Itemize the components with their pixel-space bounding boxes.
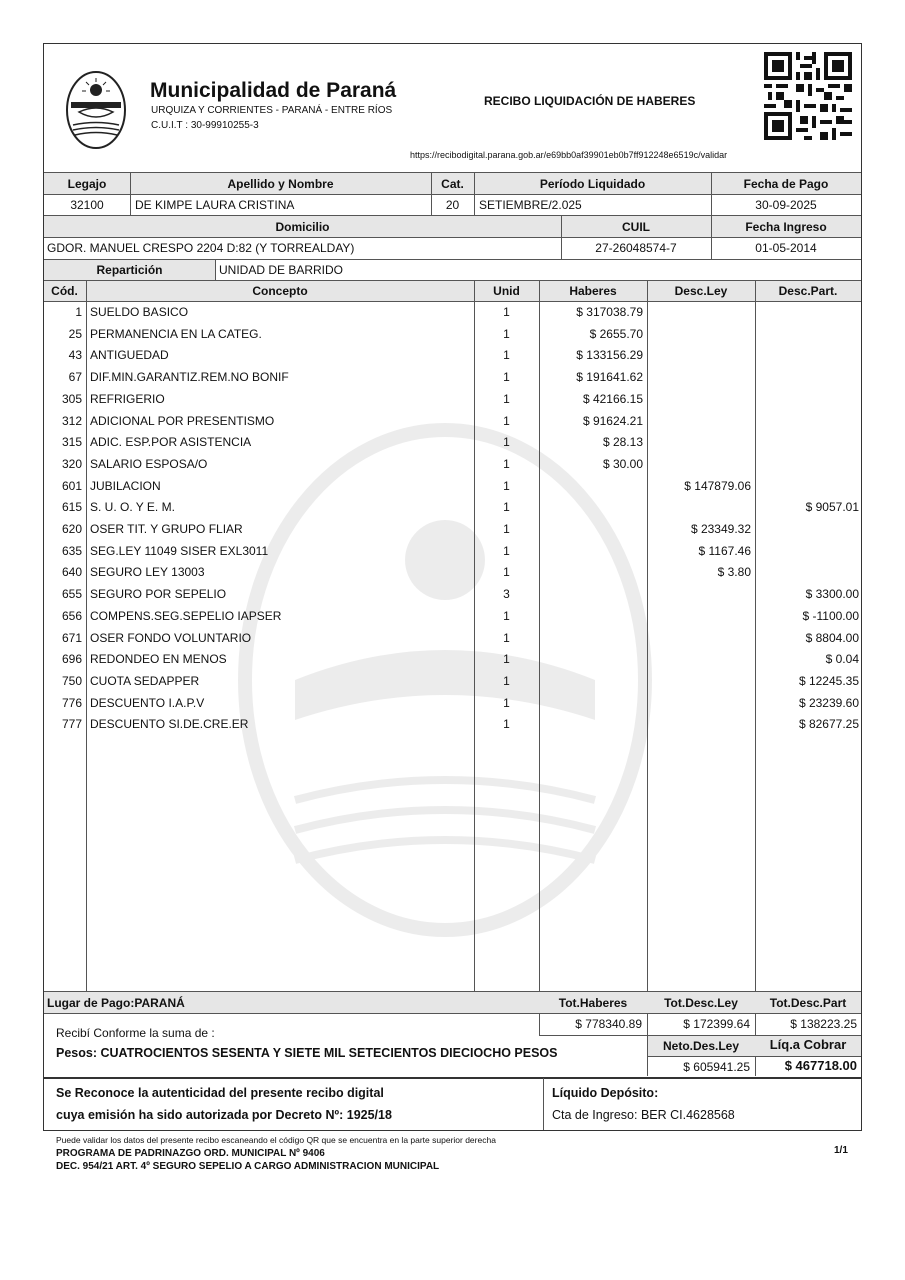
table-row [44, 519, 861, 541]
nombre-value: DE KIMPE LAURA CRISTINA [135, 198, 295, 212]
legajo-label: Legajo [67, 177, 107, 191]
cell-concepto: S. U. O. Y E. M. [90, 500, 175, 515]
table-row [44, 476, 861, 498]
cell-cod: 67 [68, 370, 82, 385]
footer-note: Puede validar los datos del presente recibo escaneando el código QR que se encuentra en la parte superior derecha [56, 1135, 496, 1145]
cuil-label: CUIL [622, 220, 650, 234]
cell-unid: 1 [503, 435, 510, 450]
cat-value: 20 [445, 198, 460, 212]
cell-unid: 1 [503, 370, 510, 385]
col-cod: Cód. [51, 284, 78, 298]
cell-desc-part: $ 23239.60 [798, 695, 859, 710]
cell-cod: 601 [61, 478, 82, 493]
cell-desc-ley: $ 3.80 [717, 565, 751, 580]
table-row [44, 454, 861, 476]
table-row [44, 628, 861, 650]
cell-unid: 1 [503, 305, 510, 319]
domicilio-value: GDOR. MANUEL CRESPO 2204 D:82 (Y TORREALDAY) [47, 241, 355, 255]
cell-concepto: OSER TIT. Y GRUPO FLIAR [90, 522, 243, 536]
table-row [44, 541, 861, 563]
tot-desc-ley-value: $ 172399.64 [683, 1017, 750, 1031]
org-cuit: C.U.I.T : 30-99910255-3 [151, 120, 259, 131]
table-row [44, 497, 861, 519]
table-row [44, 432, 861, 454]
fecha-pago-label: Fecha de Pago [743, 177, 829, 191]
org-name: Municipalidad de Paraná [150, 79, 397, 102]
cell-concepto: SEGURO LEY 13003 [90, 565, 205, 580]
auth-line-2: cuya emisión ha sido autorizada por Decreto Nº: 1925/18 [56, 1108, 392, 1122]
reparticion-label: Repartición [96, 263, 163, 277]
col-unid: Unid [493, 284, 520, 298]
periodo-value: SETIEMBRE/2.025 [479, 198, 582, 212]
cell-unid: 1 [503, 478, 510, 493]
cell-unid: 1 [503, 673, 510, 688]
fecha-ingreso-label: Fecha Ingreso [745, 220, 827, 234]
cell-unid: 3 [503, 587, 510, 602]
recibi-conforme: Recibí Conforme la suma de : [56, 1026, 215, 1040]
cell-unid: 1 [503, 456, 510, 471]
cell-haberes: $ 317038.79 [576, 305, 643, 319]
cell-cod: 1 [75, 305, 82, 319]
qr-code[interactable] [764, 52, 852, 140]
cell-cod: 671 [61, 630, 82, 645]
tot-desc-part-value: $ 138223.25 [790, 1017, 857, 1031]
cell-concepto: PERMANENCIA EN LA CATEG. [90, 326, 262, 341]
table-row [44, 693, 861, 715]
liq-cobrar-value: $ 467718.00 [784, 1058, 857, 1073]
cell-cod: 620 [61, 522, 82, 536]
cell-unid: 1 [503, 652, 510, 667]
cell-unid: 1 [503, 695, 510, 710]
deposito-label: Líquido Depósito: [552, 1086, 659, 1100]
liq-cobrar-label: Líq.a Cobrar [769, 1037, 847, 1052]
nombre-label: Apellido y Nombre [227, 177, 334, 191]
cell-haberes: $ 91624.21 [582, 413, 643, 428]
cell-cod: 776 [61, 695, 82, 710]
cell-desc-part: $ 3300.00 [805, 587, 859, 602]
cell-concepto: COMPENS.SEG.SEPELIO IAPSER [90, 608, 282, 623]
cell-concepto: SEG.LEY 11049 SISER EXL3011 [90, 543, 269, 558]
auth-line-1: Se Reconoce la autenticidad del presente recibo digital [56, 1086, 384, 1100]
cell-concepto: DESCUENTO I.A.P.V [90, 695, 205, 710]
table-row [44, 671, 861, 693]
cell-cod: 320 [61, 456, 82, 471]
cell-desc-part: $ 12245.35 [798, 673, 859, 688]
cell-unid: 1 [503, 717, 510, 732]
cell-desc-ley: $ 1167.46 [698, 543, 751, 558]
cell-unid: 1 [503, 543, 510, 558]
cell-concepto: REFRIGERIO [90, 391, 165, 406]
cell-cod: 655 [61, 587, 82, 602]
tot-haberes-label: Tot.Haberes [558, 996, 628, 1010]
org-address: URQUIZA Y CORRIENTES - PARANÁ - ENTRE RÍOS [151, 105, 393, 116]
cell-unid: 1 [503, 565, 510, 580]
cuil-value: 27-26048574-7 [595, 241, 677, 255]
cell-cod: 640 [61, 565, 82, 580]
fecha-ingreso-value: 01-05-2014 [755, 241, 817, 255]
fecha-pago-value: 30-09-2025 [755, 198, 817, 212]
col-desc-ley: Desc.Ley [674, 284, 728, 298]
cell-concepto: REDONDEO EN MENOS [90, 652, 227, 667]
cell-cod: 696 [61, 652, 82, 667]
cell-desc-part: $ 82677.25 [798, 717, 859, 732]
tot-desc-part-label: Tot.Desc.Part [769, 996, 847, 1010]
tot-desc-ley-label: Tot.Desc.Ley [664, 996, 738, 1010]
pesos-in-words: Pesos: CUATROCIENTOS SESENTA Y SIETE MIL SETECIENTOS DIECIOCHO PESOS [56, 1046, 558, 1060]
cell-unid: 1 [503, 413, 510, 428]
footer-line-1: PROGRAMA DE PADRINAZGO ORD. MUNICIPAL Nº 9406 [56, 1148, 325, 1159]
tot-haberes-value: $ 778340.89 [575, 1017, 642, 1031]
periodo-label: Período Liquidado [539, 177, 646, 191]
cell-haberes: $ 30.00 [602, 456, 643, 471]
cell-concepto: CUOTA SEDAPPER [90, 673, 200, 688]
table-row [44, 714, 861, 736]
reparticion-value: UNIDAD DE BARRIDO [219, 263, 344, 277]
table-row [44, 606, 861, 628]
cell-cod: 43 [68, 348, 82, 363]
cell-desc-part: $ 0.04 [825, 652, 859, 667]
cell-cod: 635 [61, 543, 82, 558]
municipal-seal-logo [65, 70, 127, 150]
col-desc-part: Desc.Part. [778, 284, 838, 298]
cell-haberes: $ 2655.70 [589, 326, 643, 341]
cell-desc-part: $ 9057.01 [805, 500, 859, 515]
table-row [44, 649, 861, 671]
page-number: 1/1 [834, 1145, 848, 1156]
neto-value: $ 605941.25 [683, 1060, 750, 1074]
lugar-pago: Lugar de Pago:PARANÁ [47, 996, 185, 1010]
neto-label: Neto.Des.Ley [662, 1039, 740, 1053]
domicilio-label: Domicilio [275, 220, 330, 234]
document-title: RECIBO LIQUIDACIÓN DE HABERES [484, 94, 696, 108]
table-row [44, 324, 861, 346]
cell-concepto: ADIC. ESP.POR ASISTENCIA [90, 435, 252, 450]
cell-unid: 1 [503, 500, 510, 515]
cell-haberes: $ 133156.29 [576, 348, 643, 363]
cell-concepto: OSER FONDO VOLUNTARIO [90, 630, 252, 645]
cell-desc-ley: $ 147879.06 [684, 478, 751, 493]
cell-unid: 1 [503, 608, 510, 623]
cat-label: Cat. [441, 177, 464, 191]
cell-desc-part: $ -1100.00 [802, 608, 859, 623]
cell-unid: 1 [503, 391, 510, 406]
table-row [44, 562, 861, 584]
cell-unid: 1 [503, 326, 510, 341]
cell-concepto: SUELDO BASICO [90, 305, 189, 319]
cell-haberes: $ 28.13 [602, 435, 643, 450]
legajo-value: 32100 [70, 198, 104, 212]
cell-unid: 1 [503, 348, 510, 363]
cell-cod: 305 [61, 391, 82, 406]
cell-concepto: ADICIONAL POR PRESENTISMO [90, 413, 275, 428]
table-row [44, 584, 861, 606]
cell-concepto: JUBILACION [90, 478, 161, 493]
cell-concepto: SEGURO POR SEPELIO [90, 587, 227, 602]
cell-desc-ley: $ 23349.32 [690, 522, 751, 536]
cell-cod: 615 [61, 500, 82, 515]
cell-haberes: $ 42166.15 [582, 391, 643, 406]
table-row [44, 411, 861, 433]
cell-haberes: $ 191641.62 [576, 370, 643, 385]
cell-unid: 1 [503, 630, 510, 645]
table-row [44, 389, 861, 411]
cell-cod: 656 [61, 608, 82, 623]
col-haberes: Haberes [569, 284, 617, 298]
cell-concepto: ANTIGUEDAD [90, 348, 169, 363]
cta-ingreso: Cta de Ingreso: BER CI.4628568 [552, 1108, 735, 1122]
cell-cod: 315 [61, 435, 82, 450]
cell-concepto: DESCUENTO SI.DE.CRE.ER [90, 717, 249, 732]
validation-url[interactable]: https://recibodigital.parana.gob.ar/e69bb0af39901eb0b7ff912248e6519c/validar [410, 150, 728, 160]
cell-concepto: DIF.MIN.GARANTIZ.REM.NO BONIF [90, 370, 289, 385]
cell-desc-part: $ 8804.00 [805, 630, 859, 645]
cell-unid: 1 [503, 522, 510, 536]
col-concepto: Concepto [252, 284, 308, 298]
cell-concepto: SALARIO ESPOSA/O [90, 456, 208, 471]
table-row [44, 367, 861, 389]
cell-cod: 25 [68, 326, 82, 341]
cell-cod: 777 [61, 717, 82, 732]
cell-cod: 750 [61, 673, 82, 688]
table-row [44, 345, 861, 367]
table-row [44, 302, 861, 324]
footer-line-2: DEC. 954/21 ART. 4º SEGURO SEPELIO A CARGO ADMINISTRACION MUNICIPAL [56, 1161, 440, 1172]
cell-cod: 312 [61, 413, 82, 428]
